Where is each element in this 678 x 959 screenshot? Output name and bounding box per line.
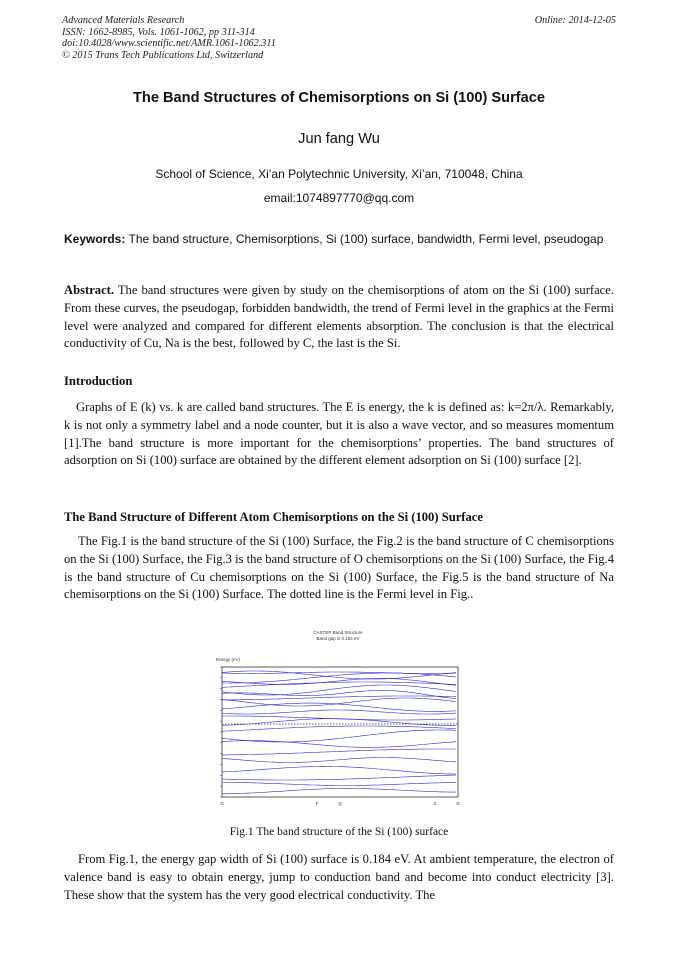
online-date: Online: 2014-12-05 [534,15,616,26]
k-label: Q [338,801,342,806]
band-line [222,730,456,742]
k-label: G [220,801,224,806]
k-point-labels [220,801,460,806]
band-line [222,696,456,700]
band-line [222,775,456,780]
band-line [222,682,456,687]
k-label: G [456,801,460,806]
band-line [222,766,456,774]
section-heading-band-structure: The Band Structure of Different Atom Chemisorptions on the Si (100) Surface [64,510,483,524]
figure-title: CASTEP Band Structure [313,630,363,635]
band-line [222,749,456,755]
author-name: Jun fang Wu [298,131,380,147]
band-line [222,672,456,674]
paper-title: The Band Structures of Chemisorptions on Si (100) Surface [133,90,545,106]
figure-ylabel: Energy (eV) [216,657,241,662]
author-email: email:1074897770@qq.com [263,191,415,205]
band-line [222,710,456,714]
abstract-text: The band structures were given by study on the chemisorptions of atom on the Si (100) surface. From these curves, the pseudogap, forbidden bandwidth, the trend of Fermi level in the graphics at the Fermi level were analyzed and compared for different elements absorption. The conclusion is that the electrical conductivity of Cu, Na is the best, followed by C, the last is the Si. [64,283,614,351]
band-lines [222,671,456,794]
band-structure-paragraph: The Fig.1 is the band structure of the Si (100) Surface, the Fig.2 is the band structure of C chemisorptions on the Si (100) Surface, the Fig.3 is the band structure of O chemisorptions on the Si (100) Surface, the Fig.4 is the band structure of Cu chemisorptions on the Si (100) Surface, the Fig.5 is the band structure of Na chemisorptions on the Si (100) Surface. The dotted line is the Fermi level in Fig.. [64,534,614,602]
issn-line: ISSN: 1662-8985, Vols. 1061-1062, pp 311-314 [62,26,255,38]
band-line [222,741,456,748]
abstract-label: Abstract. [64,283,115,297]
section-heading-introduction: Introduction [64,374,133,388]
keywords-text: The band structure, Chemisorptions, Si (100) surface, bandwidth, Fermi level, pseudogap [128,232,604,246]
k-label: Z [433,801,437,806]
keywords [64,231,614,248]
plot-frame [222,667,458,797]
copyright-line: © 2015 Trans Tech Publications Ltd, Switzerland [62,49,264,61]
journal-header [62,15,276,61]
affiliation: School of Science, Xi’an Polytechnic University, Xi’an, 710048, China [155,167,523,181]
band-line [222,678,456,685]
keywords-label: Keywords: [64,232,126,246]
k-label: F [315,801,319,806]
introduction-paragraph: Graphs of E (k) vs. k are called band structures. The E is energy, the k is defined as: k=2π/λ. Remarkably, k is not only a symmetry label and a node counter, but it is also a wave vector, and so measures momentum [1].The band structure is more important for the chemisorptions’ properties. The band structures of adsorption on Si (100) surface are obtained by the different element adsorption on Si (100) surface [2]. [64,400,614,468]
band-line [222,788,456,793]
fig1-discussion-paragraph: From Fig.1, the energy gap width of Si (100) surface is 0.184 eV. At ambient temperature, the electron of valence band is easy to obtain energy, jump to conduction band and become into conduct electricity [3]. These show that the system has the very good electrical conductivity. The [64,852,614,902]
abstract [64,282,614,353]
journal-name: Advanced Materials Research [62,15,185,26]
band-line [222,783,456,786]
band-line [222,758,456,763]
band-structure-figure [190,624,490,814]
figure-subtitle: Band gap is 0.184 eV [316,636,360,641]
band-line [222,716,456,720]
figure-caption: Fig.1 The band structure of the Si (100) surface [229,826,449,838]
band-line [222,673,456,683]
doi-line: doi:10.4028/www.scientific.net/AMR.1061-1062.311 [62,38,276,49]
